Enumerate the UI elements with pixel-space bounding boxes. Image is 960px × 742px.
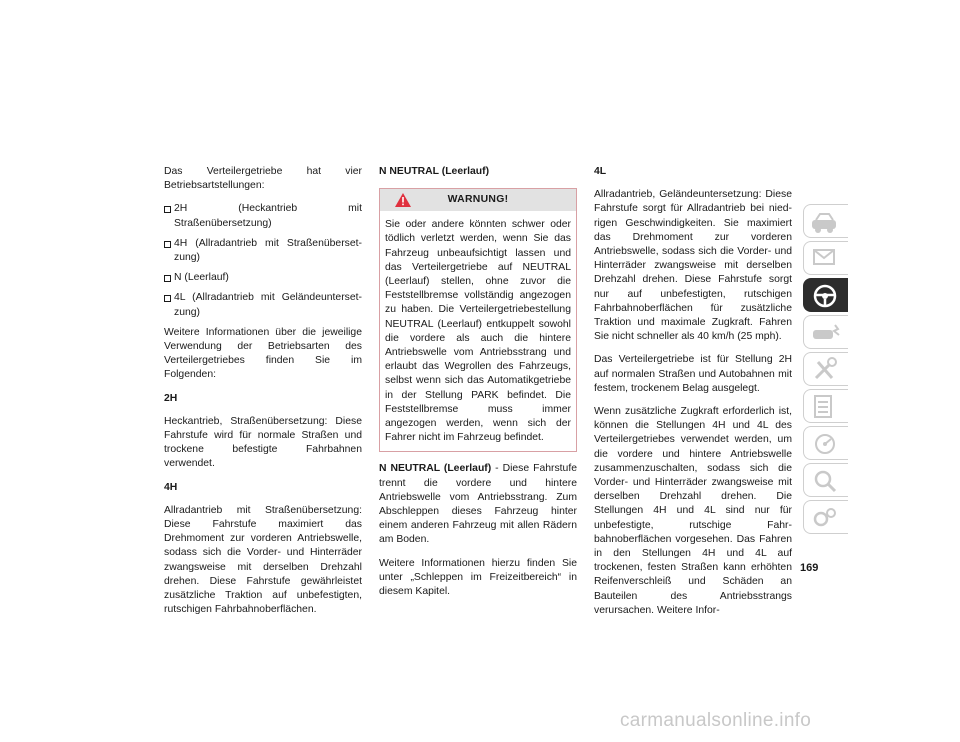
heading-4h: 4H bbox=[164, 481, 178, 493]
tab-messages[interactable] bbox=[803, 241, 848, 275]
column-middle bbox=[379, 165, 577, 608]
more-info-paragraph: Weitere Informationen hierzu finden Sie unter „Schleppen im Freizeitbereich“ in diesem Kapitel. bbox=[379, 557, 577, 598]
crash-icon bbox=[810, 319, 842, 347]
list-item: 4H (Allradantrieb mit Straßenübersetzung) bbox=[164, 237, 362, 265]
steering-wheel-icon bbox=[810, 282, 842, 310]
warning-title: WARNUNG! bbox=[447, 194, 509, 206]
chapter-tabs bbox=[803, 204, 848, 537]
paragraph-2h: Heckantrieb, Straßenübersetzung: Diese Fahrstufe wird für normale Straßen und trockene befestigte Fahrbahnen verwendet. bbox=[164, 415, 362, 470]
warning-triangle-icon bbox=[394, 192, 412, 208]
tab-multimedia[interactable] bbox=[803, 500, 848, 534]
watermark: carmanualsonline.info bbox=[620, 710, 812, 731]
heading-4l: 4L bbox=[594, 166, 607, 177]
list-item: 2H (Heckantrieb mit Straßenübersetzung) bbox=[164, 202, 362, 230]
tab-driving[interactable] bbox=[803, 278, 848, 312]
heading-neutral: N NEUTRAL (Leerlauf) bbox=[379, 166, 490, 177]
paragraph-4l: Allradantrieb, Geländeuntersetzung: Diese Fahrstufe sorgt für Allradantrieb bei niedrigen Geschwindigkeiten. Sie maximiert das Drehmoment zur vorderen Antriebswelle, sodass sich die Vorder- und Hinterräder zwangsweise mit derselben Drehzahl drehen. Diese Fahrstufe sorgt nur auf unbefestigten, rutschigen Fahrbahnoberflächen für zusätzliche Traktion und maximale Zugkraft. Fahren Sie nicht schneller als 40 km/h (25 mph). bbox=[594, 189, 792, 343]
tab-service[interactable] bbox=[803, 352, 848, 386]
neutral-text: - Diese Fahrstufe trennt die vordere und hintere Antriebswelle vom Antriebsstrang. Zum Abschleppen dieses Fahrzeug hinter einem anderen Fahrzeug mit allen Rädern am Boden. bbox=[379, 463, 578, 546]
tab-maintenance[interactable] bbox=[803, 389, 848, 423]
paragraph-4h: Allradantrieb mit Straßenübersetzung: Diese Fahrstufe maximiert das Drehmoment zur vorderen Antriebswelle, sodass sich die Vorder- und Hinterräder zwangsweise mit derselben Drehzahl drehen. Diese Fahrstufe gewährleistet zusätzliche Traktion auf unbefestigten, rutschigen Fahrbahnoberflächen. bbox=[164, 504, 362, 616]
heading-2h: 2H bbox=[164, 392, 178, 404]
column-right bbox=[594, 165, 792, 627]
mode-list bbox=[164, 202, 362, 319]
car-info-icon bbox=[810, 208, 842, 236]
list-item: 4L (Allradantrieb mit Geländeuntersetzung) bbox=[164, 291, 362, 319]
more-info-paragraph: Weitere Informationen über die jeweilige Verwendung der Betriebsarten des Verteilergetriebes finden Sie im Folgenden: bbox=[164, 326, 362, 381]
intro-paragraph: Das Verteilergetriebe hat vier Betriebsartstellungen: bbox=[164, 166, 362, 192]
gauge-icon bbox=[810, 430, 842, 458]
tab-vehicle-info[interactable] bbox=[803, 204, 848, 238]
search-icon bbox=[810, 467, 842, 495]
mail-icon bbox=[810, 245, 842, 273]
warning-text: Sie oder andere könnten schwer oder tödlich verletzt werden, wenn Sie das Fahrzeug unbeaufsichtigt lassen und das Verteilergetriebe auf NEUTRAL (Leerlauf) stellen, ohne zuvor die Feststellbremse vollständig angezogen zu haben. Die Verteilergetriebestellung NEUTRAL (Leerlauf) entkuppelt sowohl die vordere als auch die hintere Antriebswelle vom Antriebsstrang und erlaubt das Wegrollen des Fahrzeugs, selbst wenn sich das Automatikgetriebe in der Stellung PARK befindet. Die Feststellbremse muss immer angezogen werden, wenn sich der Fahrer nicht im Fahrzeug befindet. bbox=[385, 219, 571, 444]
paragraph-2h-usage: Das Verteilergetriebe ist für Stellung 2H auf normalen Straßen und Autobahnen mit festem, trockenem Belag ausgelegt. bbox=[594, 354, 792, 394]
warning-header bbox=[380, 189, 576, 211]
page-number: 169 bbox=[800, 562, 819, 574]
warning-box bbox=[379, 188, 577, 452]
column-left bbox=[164, 165, 362, 626]
gears-icon bbox=[810, 504, 842, 532]
tab-safety[interactable] bbox=[803, 315, 848, 349]
list-item: N (Leerlauf) bbox=[164, 271, 362, 285]
neutral-label: N NEUTRAL (Leerlauf) bbox=[379, 463, 492, 475]
checklist-icon bbox=[810, 393, 842, 421]
tab-index[interactable] bbox=[803, 463, 848, 497]
neutral-paragraph bbox=[379, 462, 577, 547]
tab-specifications[interactable] bbox=[803, 426, 848, 460]
paragraph-4wd-usage: Wenn zusätzliche Zugkraft erforderlich ist, können die Stellungen 4H und 4L des Verteilergetriebes verwendet werden, um die vordere und hintere Antriebswelle zusammenzuschalten, sodass sich die Vorder- und Hinterräder zwangsweise mit derselben Drehzahl drehen. Die Stellungen 4H und 4L sind nur für unbefestigte, rutschige Fahrbahnoberflächen vorgesehen. Das Fahren in den Stellungen 4H und 4L auf trockenen, festen Straßen kann erhöhten Reifenverschleiß und Schäden an Bauteilen des Antriebsstrangs verursachen. Weitere Infor- bbox=[594, 406, 792, 616]
tools-icon bbox=[810, 356, 842, 384]
